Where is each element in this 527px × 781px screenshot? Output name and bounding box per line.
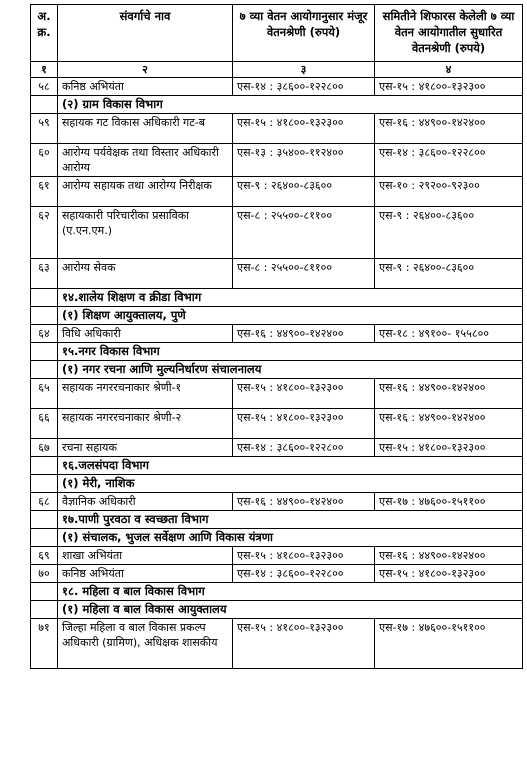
serial-number: ७० [31, 565, 58, 583]
revised-pay-scale: एस-१६ : ४४९००-१४२४०० [375, 409, 523, 439]
table-body [31, 5, 523, 669]
table-row [31, 379, 523, 409]
revised-pay-scale: एस-१६ : ४४९००-१४२४०० [375, 114, 523, 144]
header-row [31, 5, 523, 62]
approved-pay-scale: एस-९ : २६४००-८३६०० [233, 177, 375, 207]
section-serial-cell [31, 601, 58, 619]
revised-pay-scale: एस-१४ : ३८६००-१२२८०० [375, 144, 523, 177]
section-serial-cell [31, 96, 58, 114]
table-row [31, 493, 523, 511]
section-serial-cell [31, 583, 58, 601]
approved-pay-scale: एस-८ : २५५००-८११०० [233, 207, 375, 259]
section-row [31, 601, 523, 619]
cadre-name: आरोग्य सहायक तथा आरोग्य निरीक्षक [58, 177, 233, 207]
section-title: १६.जलसंपदा विभाग [58, 457, 523, 475]
header-revised-scale: समितीने शिफारस केलेली ७ व्या वेतन आयोगातील सुधारित वेतनश्रेणी (रुपये) [375, 5, 523, 62]
serial-number: ७१ [31, 619, 58, 669]
table-row [31, 114, 523, 144]
table-row [31, 177, 523, 207]
section-title: (१) संचालक, भुजल सर्वेक्षण आणि विकास यंत्रणा [58, 529, 523, 547]
section-row [31, 96, 523, 114]
section-title: १८. महिला व बाल विकास विभाग [58, 583, 523, 601]
section-title: (१) शिक्षण आयुक्तालय, पुणे [58, 307, 523, 325]
table-row [31, 78, 523, 96]
table-row [31, 325, 523, 343]
column-number: १ [31, 62, 58, 78]
cadre-name: कनिष्ठ अभियंता [58, 78, 233, 96]
section-row [31, 529, 523, 547]
section-row [31, 457, 523, 475]
cadre-name: सहायक गट विकास अधिकारी गट-ब [58, 114, 233, 144]
section-row [31, 361, 523, 379]
revised-pay-scale: एस-१७ : ४७६००-१५११०० [375, 493, 523, 511]
serial-number: ६८ [31, 493, 58, 511]
revised-pay-scale: एस-१० : २९२००-९२३०० [375, 177, 523, 207]
cadre-name: सहायक नगररचनाकार श्रेणी-१ [58, 379, 233, 409]
serial-number: ६३ [31, 259, 58, 289]
table-row [31, 565, 523, 583]
section-row [31, 289, 523, 307]
cadre-name: सहायकारी परिचारीका प्रसाविका (ए.एन.एम.) [58, 207, 233, 259]
column-number: ४ [375, 62, 523, 78]
cadre-name: रचना सहायक [58, 439, 233, 457]
column-number: ३ [233, 62, 375, 78]
approved-pay-scale: एस-१५ : ४१८००-१३२३०० [233, 379, 375, 409]
cadre-name: विधि अधिकारी [58, 325, 233, 343]
section-title: १५.नगर विकास विभाग [58, 343, 523, 361]
approved-pay-scale: एस-८ : २५५००-८११०० [233, 259, 375, 289]
table-row [31, 547, 523, 565]
column-number-row [31, 62, 523, 78]
section-row [31, 307, 523, 325]
table-row [31, 619, 523, 669]
cadre-name: शाखा अभियंता [58, 547, 233, 565]
revised-pay-scale: एस-१७ : ४७६००-१५११०० [375, 619, 523, 669]
approved-pay-scale: एस-१५ : ४१८००-१३२३०० [233, 547, 375, 565]
serial-number: ६४ [31, 325, 58, 343]
serial-number: ६५ [31, 379, 58, 409]
serial-number: ६० [31, 144, 58, 177]
header-serial: अ. क्र. [31, 5, 58, 62]
approved-pay-scale: एस-१५ : ४१८००-१३२३०० [233, 114, 375, 144]
revised-pay-scale: एस-१५ : ४१८००-१३२३०० [375, 78, 523, 96]
section-row [31, 343, 523, 361]
section-serial-cell [31, 343, 58, 361]
serial-number: ६६ [31, 409, 58, 439]
cadre-name: जिल्हा महिला व बाल विकास प्रकल्प अधिकारी (ग्रामिण), अधिक्षक शासकीय [58, 619, 233, 669]
table-row [31, 409, 523, 439]
header-cadre-name: संवर्गाचे नाव [58, 5, 233, 62]
serial-number: ६९ [31, 547, 58, 565]
revised-pay-scale: एस-१५ : ४१८००-१३२३०० [375, 439, 523, 457]
cadre-name: आरोग्य सेवक [58, 259, 233, 289]
section-title: (१) मेरी, नाशिक [58, 475, 523, 493]
section-serial-cell [31, 361, 58, 379]
section-title: (२) ग्राम विकास विभाग [58, 96, 523, 114]
cadre-name: कनिष्ठ अभियंता [58, 565, 233, 583]
cadre-name: सहायक नगररचनाकार श्रेणी-२ [58, 409, 233, 439]
revised-pay-scale: एस-१६ : ४४९००-१४२४०० [375, 379, 523, 409]
revised-pay-scale: एस-९ : २६४००-८३६०० [375, 207, 523, 259]
table-row [31, 439, 523, 457]
serial-number: ५९ [31, 114, 58, 144]
approved-pay-scale: एस-१६ : ४४९००-१४२४०० [233, 493, 375, 511]
section-serial-cell [31, 289, 58, 307]
section-row [31, 475, 523, 493]
approved-pay-scale: एस-१३ : ३५४००-११२४०० [233, 144, 375, 177]
approved-pay-scale: एस-१४ : ३८६००-१२२८०० [233, 565, 375, 583]
section-row [31, 511, 523, 529]
section-serial-cell [31, 457, 58, 475]
cadre-name: वैज्ञानिक अधिकारी [58, 493, 233, 511]
table-row [31, 259, 523, 289]
approved-pay-scale: एस-१५ : ४१८००-१३२३०० [233, 409, 375, 439]
section-serial-cell [31, 511, 58, 529]
revised-pay-scale: एस-१६ : ४४९००-१४२४०० [375, 547, 523, 565]
section-serial-cell [31, 475, 58, 493]
column-number: २ [58, 62, 233, 78]
section-row [31, 583, 523, 601]
approved-pay-scale: एस-१४ : ३८६००-१२२८०० [233, 78, 375, 96]
serial-number: ५८ [31, 78, 58, 96]
approved-pay-scale: एस-१६ : ४४९००-१४२४०० [233, 325, 375, 343]
serial-number: ६७ [31, 439, 58, 457]
pay-scale-table [30, 4, 523, 669]
table-row [31, 207, 523, 259]
approved-pay-scale: एस-१५ : ४१८००-१३२३०० [233, 619, 375, 669]
serial-number: ६१ [31, 177, 58, 207]
table-row [31, 144, 523, 177]
cadre-name: आरोग्य पर्यवेक्षक तथा विस्तार अधिकारी आरोग्य [58, 144, 233, 177]
revised-pay-scale: एस-९ : २६४००-८३६०० [375, 259, 523, 289]
section-title: (१) महिला व बाल विकास आयुक्तालय [58, 601, 523, 619]
header-approved-scale: ७ व्या वेतन आयोगानुसार मंजूर वेतनश्रेणी (रुपये) [233, 5, 375, 62]
revised-pay-scale: एस-१५ : ४१८००-१३२३०० [375, 565, 523, 583]
serial-number: ६२ [31, 207, 58, 259]
section-serial-cell [31, 307, 58, 325]
section-title: (१) नगर रचना आणि मुल्यनिर्धारण संचालनालय [58, 361, 523, 379]
section-title: १७.पाणी पुरवठा व स्वच्छता विभाग [58, 511, 523, 529]
approved-pay-scale: एस-१४ : ३८६००-१२२८०० [233, 439, 375, 457]
section-title: १४.शालेय शिक्षण व क्रीडा विभाग [58, 289, 523, 307]
revised-pay-scale: एस-१८ : ४९१००- १५५८०० [375, 325, 523, 343]
section-serial-cell [31, 529, 58, 547]
